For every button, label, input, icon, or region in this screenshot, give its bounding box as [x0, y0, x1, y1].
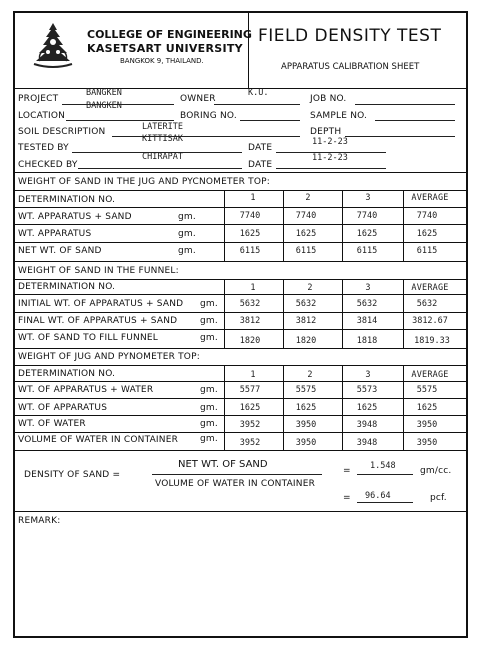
section3-row-3-value: 3950: [295, 420, 317, 430]
section3-row-line: [13, 415, 468, 416]
tested-date-value: 11-2-23: [312, 137, 348, 147]
checked-date-line: [276, 168, 386, 169]
university-seal-logo: [30, 20, 76, 72]
density-value-pcf-line: [357, 502, 413, 503]
section2-col-divider: [224, 279, 225, 348]
density-denominator: VOLUME OF WATER IN CONTAINER: [155, 479, 316, 489]
section3-row-4-value: 3950: [295, 438, 317, 448]
section3-col-divider: [403, 365, 404, 450]
section2-row-1-unit: gm.: [200, 299, 218, 309]
form-title: FIELD DENSITY TEST: [258, 26, 442, 46]
checked-by-value: CHIRAPAT: [142, 152, 183, 162]
section3-col-divider: [224, 365, 225, 450]
section2-col-1-header: 1: [250, 283, 256, 293]
section2-row-2-value: 3812: [239, 316, 261, 326]
section2-title: WEIGHT OF SAND IN THE FUNNEL:: [18, 266, 179, 276]
section3-top-line: [13, 348, 468, 349]
section2-row-3-unit: gm.: [200, 333, 218, 343]
section1-row-1-value: 7740: [295, 211, 317, 221]
section1-row-1-value: 7740: [356, 211, 378, 221]
section2-top-line: [13, 261, 468, 262]
section3-col-3-header: 3: [365, 370, 371, 380]
section2-row-1-label: INITIAL WT. OF APPARATUS + SAND: [18, 299, 184, 309]
density-value-gm-cc-line: [357, 474, 413, 475]
section2-row-2-value: 3812.67: [412, 316, 448, 326]
density-value-pcf: 96.64: [365, 491, 391, 501]
section1-row-2-value: 1625: [295, 229, 317, 239]
section3-row-2-value: 1625: [356, 403, 378, 413]
section2-row-2-value: 3812: [295, 316, 317, 326]
section3-row-3-value: 3950: [416, 420, 438, 430]
section3-row-3-value: 3952: [239, 420, 261, 430]
soil-description-label: SOIL DESCRIPTION: [18, 127, 106, 137]
section1-title: WEIGHT OF SAND IN THE JUG AND PYCNOMETER TOP:: [18, 177, 270, 187]
section3-row-1-label: WT. OF APPARATUS + WATER: [18, 385, 154, 395]
section2-header-top: [13, 279, 468, 280]
section1-col-3-header: 3: [365, 193, 371, 203]
section3-row-4-value: 3950: [416, 438, 438, 448]
location-label: LOCATION: [18, 111, 66, 121]
section2-col-3-header: 3: [365, 283, 371, 293]
section1-col-divider: [403, 190, 404, 261]
college-name: COLLEGE OF ENGINEERING: [87, 28, 252, 41]
section2-row-1-value: 5632: [239, 299, 261, 309]
density-equals-1: =: [343, 466, 351, 476]
section1-col-divider: [224, 190, 225, 261]
section3-row-4-value: 3948: [356, 438, 378, 448]
section1-row-3-value: 6115: [295, 246, 317, 256]
checked-by-line: [78, 168, 242, 169]
section3-row-3-value: 3948: [356, 420, 378, 430]
tested-by-value: KITTISAK: [142, 134, 183, 144]
density-value-gm-cc: 1.548: [370, 461, 396, 471]
section1-row-2-value: 1625: [416, 229, 438, 239]
section1-row-2-value: 1625: [356, 229, 378, 239]
section1-row-3-value: 6115: [239, 246, 261, 256]
checked-by-label: CHECKED BY: [18, 160, 78, 170]
section2-row-3-value: 1820: [239, 336, 261, 346]
density-fraction-bar: [152, 474, 322, 475]
section3-row-2-value: 1625: [295, 403, 317, 413]
header-bottom-line: [13, 88, 468, 89]
header-divider: [248, 11, 249, 89]
section1-col-divider: [342, 190, 343, 261]
density-numerator: NET WT. OF SAND: [178, 459, 268, 470]
soil-description-value: LATERITE: [142, 122, 183, 132]
section2-average-header: AVERAGE: [411, 283, 449, 293]
section1-average-header: AVERAGE: [411, 193, 449, 203]
owner-label: OWNER: [180, 94, 216, 104]
section3-row-1-value: 5573: [356, 385, 378, 395]
section3-title: WEIGHT OF JUG AND PYNOMETER TOP:: [18, 352, 200, 362]
owner-line: [214, 104, 300, 105]
university-name: KASETSART UNIVERSITY: [87, 42, 243, 55]
section3-row-2-label: WT. OF APPARATUS: [18, 403, 108, 413]
section3-row-2-unit: gm.: [200, 403, 218, 413]
section1-row-1-unit: gm.: [178, 212, 196, 222]
section2-row-line: [13, 312, 468, 313]
section1-determination-header: DETERMINATION NO.: [18, 195, 116, 205]
job-number-label: JOB NO.: [310, 94, 347, 104]
section1-col-divider: [283, 190, 284, 261]
section1-row-line: [13, 224, 468, 225]
section2-row-3-value: 1820: [295, 336, 317, 346]
form-subtitle: APPARATUS CALIBRATION SHEET: [281, 62, 420, 72]
boring-number-label: BORING NO.: [180, 111, 237, 121]
tested-date-label: DATE: [248, 143, 273, 153]
sample-number-line: [375, 120, 455, 121]
section1-row-line: [13, 242, 468, 243]
section1-col-2-header: 2: [305, 193, 311, 203]
section1-row-1-value: 7740: [239, 211, 261, 221]
boring-number-line: [240, 120, 300, 121]
section1-row-3-value: 6115: [416, 246, 438, 256]
section3-row-4-label: VOLUME OF WATER IN CONTAINER: [18, 435, 179, 445]
checked-date-value: 11-2-23: [312, 153, 348, 163]
section1-row-2-unit: gm.: [178, 229, 196, 239]
section3-row-4-unit: gm.: [200, 434, 218, 444]
section1-row-3-value: 6115: [356, 246, 378, 256]
remark-label: REMARK:: [18, 516, 61, 526]
section3-row-line: [13, 432, 468, 433]
section1-top-line: [13, 172, 468, 173]
section3-header-top: [13, 365, 468, 366]
section2-col-divider: [403, 279, 404, 348]
section2-col-2-header: 2: [307, 283, 313, 293]
section2-row-1-value: 5632: [356, 299, 378, 309]
section1-row-3-label: NET WT. OF SAND: [18, 246, 102, 256]
section3-col-divider: [283, 365, 284, 450]
project-label: PROJECT: [18, 94, 59, 104]
section2-row-3-label: WT. OF SAND TO FILL FUNNEL: [18, 333, 159, 343]
section2-row-2-unit: gm.: [200, 316, 218, 326]
section1-col-1-header: 1: [250, 193, 256, 203]
depth-label: DEPTH: [310, 127, 342, 137]
section3-row-1-value: 5575: [295, 385, 317, 395]
density-equals-2: =: [343, 493, 351, 503]
density-top-line: [13, 450, 468, 451]
section3-row-4-value: 3952: [239, 438, 261, 448]
section2-row-line: [13, 329, 468, 330]
section3-col-divider: [342, 365, 343, 450]
section2-row-2-label: FINAL WT. OF APPARATUS + SAND: [18, 316, 178, 326]
section3-determination-header: DETERMINATION NO.: [18, 369, 116, 379]
section1-row-2-value: 1625: [239, 229, 261, 239]
section3-row-1-value: 5577: [239, 385, 261, 395]
university-address: BANGKOK 9, THAILAND.: [120, 57, 204, 65]
location-value: BANGKEN: [86, 101, 122, 111]
density-unit-gm-cc: gm/cc.: [420, 466, 452, 476]
section2-row-line: [13, 294, 468, 295]
section2-col-divider: [342, 279, 343, 348]
soil-description-line: [112, 136, 300, 137]
checked-date-label: DATE: [248, 160, 273, 170]
section3-average-header: AVERAGE: [411, 370, 449, 380]
depth-line: [345, 136, 455, 137]
section3-col-1-header: 1: [250, 370, 256, 380]
density-unit-pcf: pcf.: [430, 493, 447, 503]
section3-row-2-value: 1625: [239, 403, 261, 413]
section2-row-1-value: 5632: [416, 299, 438, 309]
section1-row-1-label: WT. APPARATUS + SAND: [18, 212, 132, 222]
section1-row-2-label: WT. APPARATUS: [18, 229, 92, 239]
section3-row-3-label: WT. OF WATER: [18, 419, 86, 429]
remark-top-line: [13, 511, 468, 512]
section1-row-1-value: 7740: [416, 211, 438, 221]
section3-row-line: [13, 381, 468, 382]
density-label: DENSITY OF SAND =: [24, 470, 121, 480]
section2-row-3-value: 1818: [356, 336, 378, 346]
section2-determination-header: DETERMINATION NO.: [18, 282, 116, 292]
section3-row-3-unit: gm.: [200, 419, 218, 429]
section3-row-1-unit: gm.: [200, 385, 218, 395]
section1-row-line: [13, 207, 468, 208]
owner-value: K.U.: [248, 88, 269, 98]
section3-row-2-value: 1625: [416, 403, 438, 413]
sample-number-label: SAMPLE NO.: [310, 111, 368, 121]
section3-col-2-header: 2: [307, 370, 313, 380]
project-value: BANGKEN: [86, 88, 122, 98]
tested-by-label: TESTED BY: [18, 143, 69, 153]
section1-row-3-unit: gm.: [178, 246, 196, 256]
section2-col-divider: [283, 279, 284, 348]
location-line: [66, 120, 174, 121]
section2-row-2-value: 3814: [356, 316, 378, 326]
job-number-line: [355, 104, 455, 105]
section3-row-1-value: 5575: [416, 385, 438, 395]
section2-row-1-value: 5632: [295, 299, 317, 309]
section2-row-3-value: 1819.33: [414, 336, 450, 346]
section1-header-top: [13, 190, 468, 191]
section3-row-line: [13, 398, 468, 399]
